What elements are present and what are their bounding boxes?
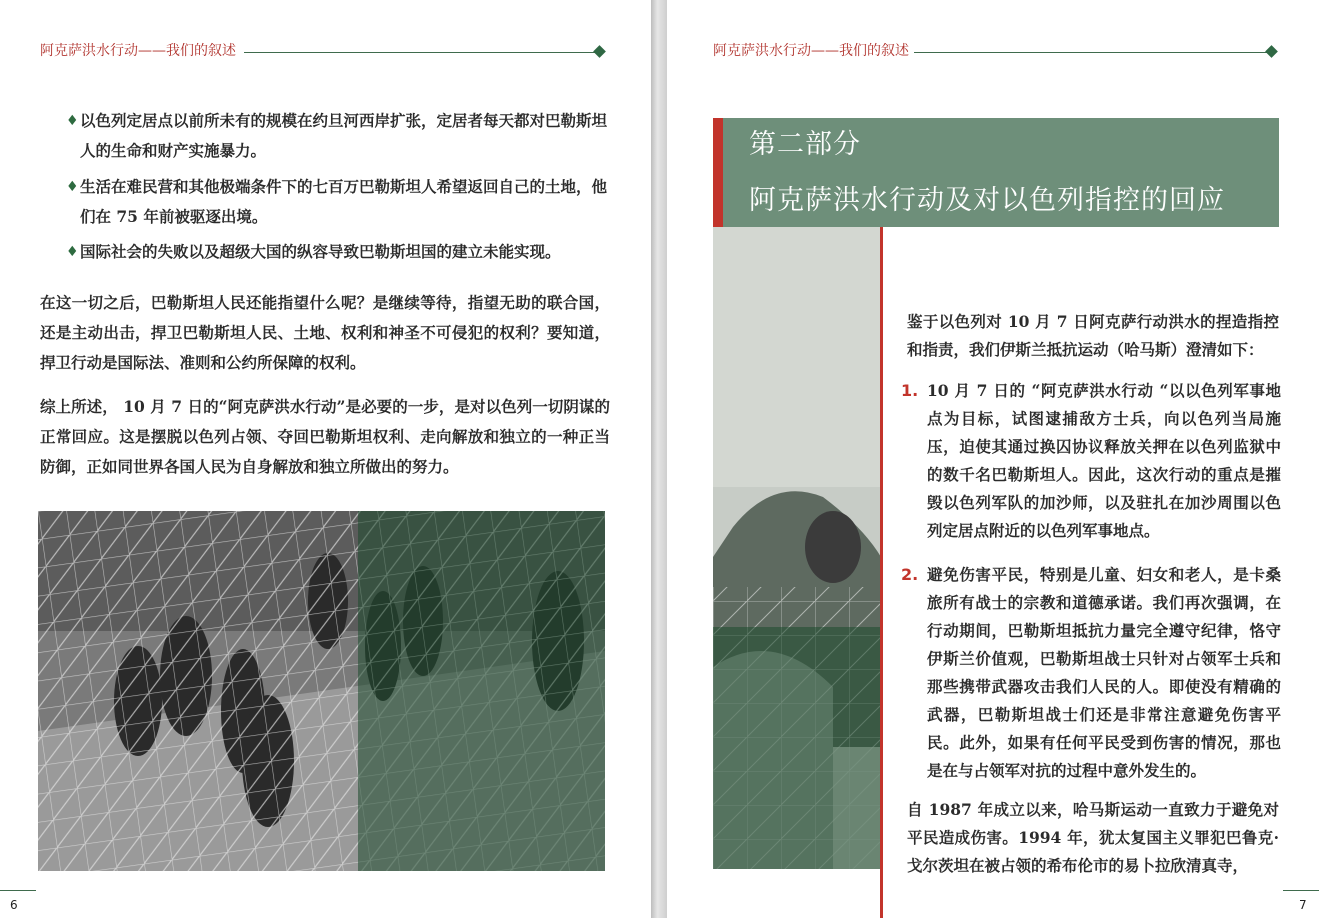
numbered-item [901,561,1281,785]
section-title: 阿克萨洪水行动及对以色列指控的回应 [749,185,1225,216]
body-paragraph: 综上所述， 10 月 7 日的“阿克萨洪水行动”是必要的一步，是对以色列一切阴谋的正常回应。这是摆脱以色列占领、夺回巴勒斯坦权利、走向解放和独立的一种正当防御，正如同世界各国人民为自身解放和独立所做出的努力。 [40,397,610,476]
page-number: 6 [10,898,18,912]
page-number: 7 [1299,898,1307,912]
running-head: 阿克萨洪水行动——我们的叙述 [713,43,909,59]
running-head: 阿克萨洪水行动——我们的叙述 [40,43,236,59]
section-label: 第二部分 [749,129,861,160]
item-number: 1. [901,381,919,400]
page-gutter [651,0,667,918]
body-paragraph: 在这一切之后，巴勒斯坦人民还能指望什么呢？是继续等待，指望无助的联合国，还是主动出击，捍卫巴勒斯坦人民、土地、权利和神圣不可侵犯的权利？要知道，捍卫行动是国际法、准则和公约所保障的权利。 [40,293,610,372]
right-page [667,0,1319,918]
diamond-bullet-icon: ♦ [66,244,79,260]
item-text: 避免伤害平民，特别是儿童、妇女和老人，是卡桑旅所有战士的宗教和道德承诺。我们再次强调，在行动期间，巴勒斯坦抵抗力量完全遵守纪律，恪守伊斯兰价值观，巴勒斯坦战士只针对占领军士兵和那些携带武器攻击我们人民的人。即使没有精确的武器，巴勒斯坦战士们还是非常注意避免伤害平民。此外，如果有任何平民受到伤害的情况，那也是在与占领军对抗的过程中意外发生的。 [927,565,1281,780]
bullet-item [66,106,616,166]
header-rule [244,52,596,53]
bullet-item [66,172,616,232]
photo-prisoners-behind-fence [38,511,605,871]
bullet-text: 国际社会的失败以及超级大国的纵容导致巴勒斯坦国的建立未能实现。 [80,242,561,261]
left-page [0,0,651,918]
folio-rule [1283,890,1319,891]
intro-paragraph: 鉴于以色列对 10 月 7 日阿克萨行动洪水的捏造指控和指责，我们伊斯兰抵抗运动（哈马斯）澄清如下： [907,312,1279,359]
body-paragraph: 自 1987 年成立以来，哈马斯运动一直致力于避免对平民造成伤害。1994 年，犹太复国主义罪犯巴鲁克·戈尔茨坦在被占领的希布伦市的易卜拉欣清真寺， [907,800,1279,875]
bullet-text: 以色列定居点以前所未有的规模在约旦河西岸扩张，定居者每天都对巴勒斯坦人的生命和财产实施暴力。 [80,111,608,160]
photo-illustration [38,511,605,871]
diamond-icon [1265,45,1278,58]
numbered-item [901,377,1281,545]
title-accent-bar [713,118,723,227]
diamond-bullet-icon: ♦ [66,179,79,195]
photo-fighter [713,227,881,869]
header-rule [914,52,1268,53]
diamond-bullet-icon: ♦ [66,113,79,129]
item-text: 10 月 7 日的 “阿克萨洪水行动 “以以色列军事地点为目标，试图逮捕敌方士兵，向以色列当局施压，迫使其通过换囚协议释放关押在以色列监狱中的数千名巴勒斯坦人。因此，这次行动的重点是摧毁以色列军队的加沙师，以及驻扎在加沙周围以色列定居点附近的以色列军事地点。 [927,381,1281,540]
diamond-icon [593,45,606,58]
bullet-item [66,237,616,267]
accent-vertical-rule [880,227,883,918]
bullet-text: 生活在难民营和其他极端条件下的七百万巴勒斯坦人希望返回自己的土地，他们在 75 年前被驱逐出境。 [80,177,608,226]
folio-rule [0,890,36,891]
photo-illustration [713,227,881,869]
item-number: 2. [901,565,919,584]
